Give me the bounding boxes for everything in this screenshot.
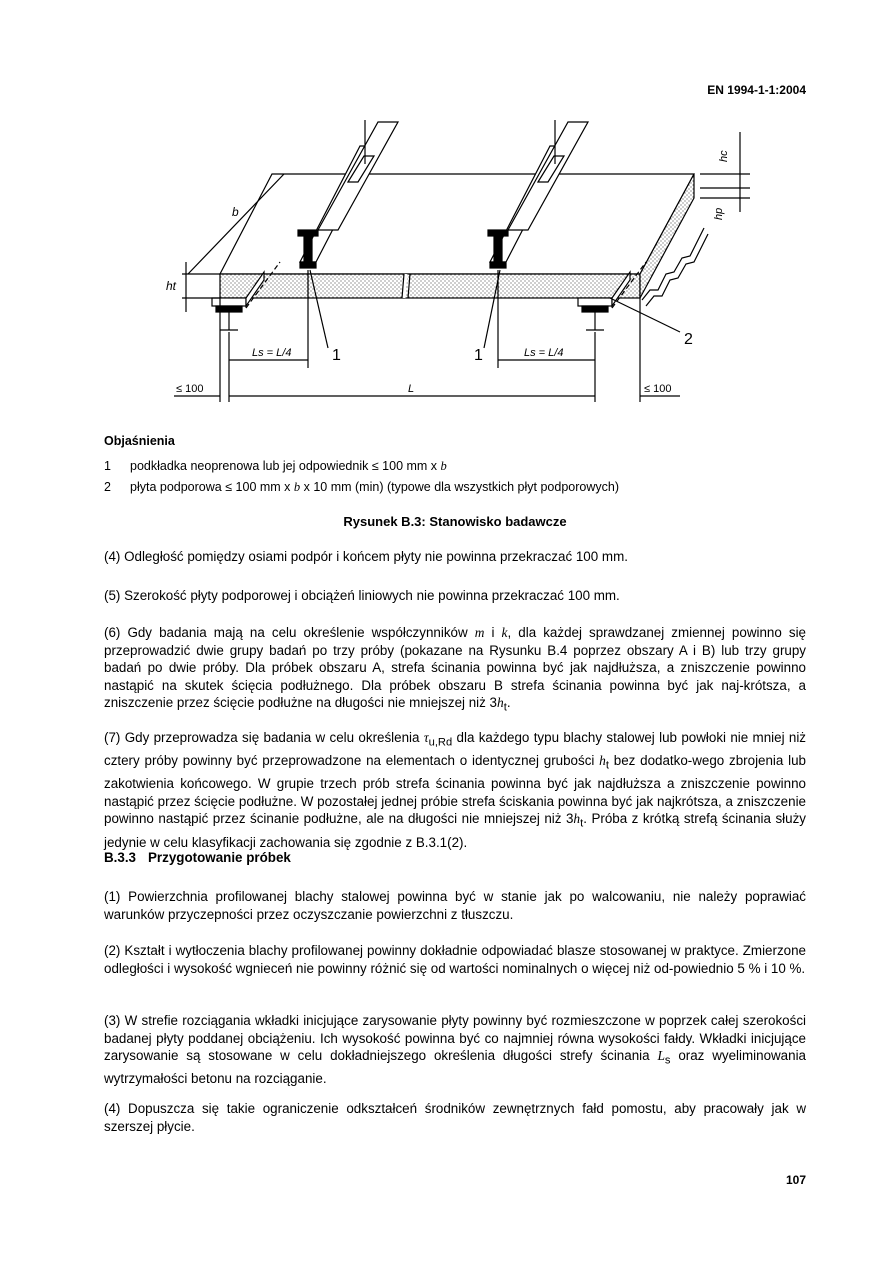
p7-var-tau-sub: u,Rd [428, 736, 453, 749]
section-title: Przygotowanie próbek [148, 850, 291, 865]
legend-item-var: b [293, 480, 301, 494]
label-hp: hp [713, 207, 725, 220]
p6-var-k: k [501, 625, 508, 640]
legend-item-2 [104, 480, 619, 495]
section-heading [104, 850, 291, 865]
legend-item-number: 1 [104, 459, 111, 473]
legend-item-text: podkładka neoprenowa lub jej odpowiednik ≤ 100 mm x [130, 459, 441, 473]
p7-var-tau: τ [423, 730, 429, 745]
paragraph-6 [104, 624, 806, 717]
q3-text-b: oraz wyeliminowania wytrzymałości betonu na rozciąganie. [104, 1048, 806, 1087]
label-ls-right: Ls = L/4 [524, 347, 564, 359]
label-1-left: 1 [332, 347, 341, 364]
p7-var-h2-sub: t [580, 818, 584, 831]
legend-item-var: b [440, 459, 447, 473]
legend-item-text-end: x 10 mm (min) (typowe dla wszystkich płyt podporowych) [300, 480, 619, 494]
p6-text-c: , dla każdej sprawdzanej zmiennej powinno się przeprowadzić dwie grupy badań po trzy próby (pokazane na Rysunku B.4 poprzez obszary A i B) lub trzy grupy badań po dwie próby. Dla próbek obszaru A, strefa ścinania powinna być jak najdłuższa, a zniszczenie powinno nastąpić na skutek ścięcia podłużnego. Dla próbek obszaru B strefa ścinania powinna być jak naj-krótsza, a zniszczenie przez ścięcie podłużne na długości nie mniejszej niż 3 [104, 625, 807, 710]
test-rig-figure [160, 112, 730, 412]
slab-front-face [220, 274, 640, 298]
p6-var-h: h [497, 695, 504, 710]
p6-text-b: i [484, 625, 502, 640]
label-le100-left: ≤ 100 [176, 383, 204, 395]
support-plate-left [212, 298, 246, 306]
legend-item-number: 2 [104, 480, 111, 494]
p7-var-h: h [599, 753, 606, 769]
paragraph-q1: (1) Powierzchnia profilowanej blachy stalowej powinna być w stanie jak po walcowaniu, nie należy poprawiać warunków przyczepności przez oczyszczanie powierzchni z tłuszczu. [104, 889, 806, 922]
label-ht: ht [166, 279, 177, 293]
paragraph-5: (5) Szerokość płyty podporowej i obciążeń liniowych nie powinna przekraczać 100 mm. [104, 588, 620, 603]
label-1-right: 1 [474, 347, 483, 364]
label-b: b [232, 205, 239, 219]
label-hc: hc [718, 150, 730, 162]
support-plate-right [578, 298, 612, 306]
p7-text-a: (7) Gdy przeprowadza się badania w celu określenia [104, 730, 424, 745]
p7-var-h-sub: t [605, 759, 609, 772]
page-number: 107 [785, 1173, 806, 1187]
label-L: L [408, 383, 415, 395]
p6-var-m: m [474, 625, 485, 640]
q3-var-L-sub: s [664, 1054, 671, 1067]
label-le100-right: ≤ 100 [644, 383, 672, 395]
standard-header: EN 1994-1-1:2004 [707, 83, 806, 97]
legend-item-1 [104, 459, 447, 474]
label-2: 2 [684, 331, 693, 348]
label-ls-left: Ls = L/4 [252, 347, 292, 359]
figure-caption: Rysunek B.3: Stanowisko badawcze [343, 514, 567, 529]
p7-var-h2: h [573, 811, 581, 827]
paragraph-4: (4) Odległość pomiędzy osiami podpór i końcem płyty nie powinna przekraczać 100 mm. [104, 549, 628, 564]
q3-var-L: L [657, 1048, 665, 1063]
q3-text-a: (3) W strefie rozciągania wkładki inicjujące zarysowanie płyty powinny być rozmieszczone w poprzek całej szerokości badanej płyty poddanej obciążeniu. Ich wysokość powinna być co najmniej równa wysokości fałdy. Wkładki inicjujące zarysowanie są stosowane w celu dokładniejszego określenia długości strefy ścinania [104, 1013, 806, 1063]
section-number: B.3.3 [104, 850, 137, 865]
paragraph-7 [104, 729, 806, 851]
paragraph-q3 [104, 1012, 806, 1088]
p7-text-b: dla każdego typu blachy stalowej lub powłoki nie mniej niż cztery próby powinny być przeprowadzone na elementach o identycznej grubości [104, 730, 807, 769]
legend-title: Objaśnienia [104, 434, 175, 448]
p7-text-d: . Próba z krótką strefą ścinania służy jedynie w celu klasyfikacji zachowania się zgodnie z B.3.1(2). [104, 811, 806, 850]
p6-text-a: (6) Gdy badania mają na celu określenie współczynników [104, 625, 475, 640]
paragraph-q4: (4) Dopuszcza się takie ograniczenie odkształceń środników zewnętrznych fałd pomostu, aby pracowały jak w szerszej płycie. [104, 1101, 806, 1134]
slab-top-face [220, 174, 694, 274]
paragraph-q2: (2) Kształt i wytłoczenia blachy profilowanej powinny dokładnie odpowiadać blasze stosowanej w praktyce. Zmierzone odległości i wysokość wgnieceń nie powinny różnić się od wartości nominalnych o więcej niż od-powiednio 5 % i 10 %. [104, 943, 806, 976]
p7-text-c: bez dodatko-wego zbrojenia lub zakotwienia końcowego. W grupie trzech prób strefa ścinania powinna być jak najdłuższa a zniszczenie powinno nastąpić przez ścięcie podłużne. W pozostałej jednej próbie strefa ściskania powinna być jak najkrótsza, a zniszczenie powinno nastąpić przez ścinanie podłużne, ale na długości nie mniejszej niż 3 [104, 753, 807, 827]
p6-end: . [506, 695, 511, 710]
legend-item-text: płyta podporowa ≤ 100 mm x [130, 480, 294, 494]
p6-var-h-sub: t [503, 701, 507, 714]
